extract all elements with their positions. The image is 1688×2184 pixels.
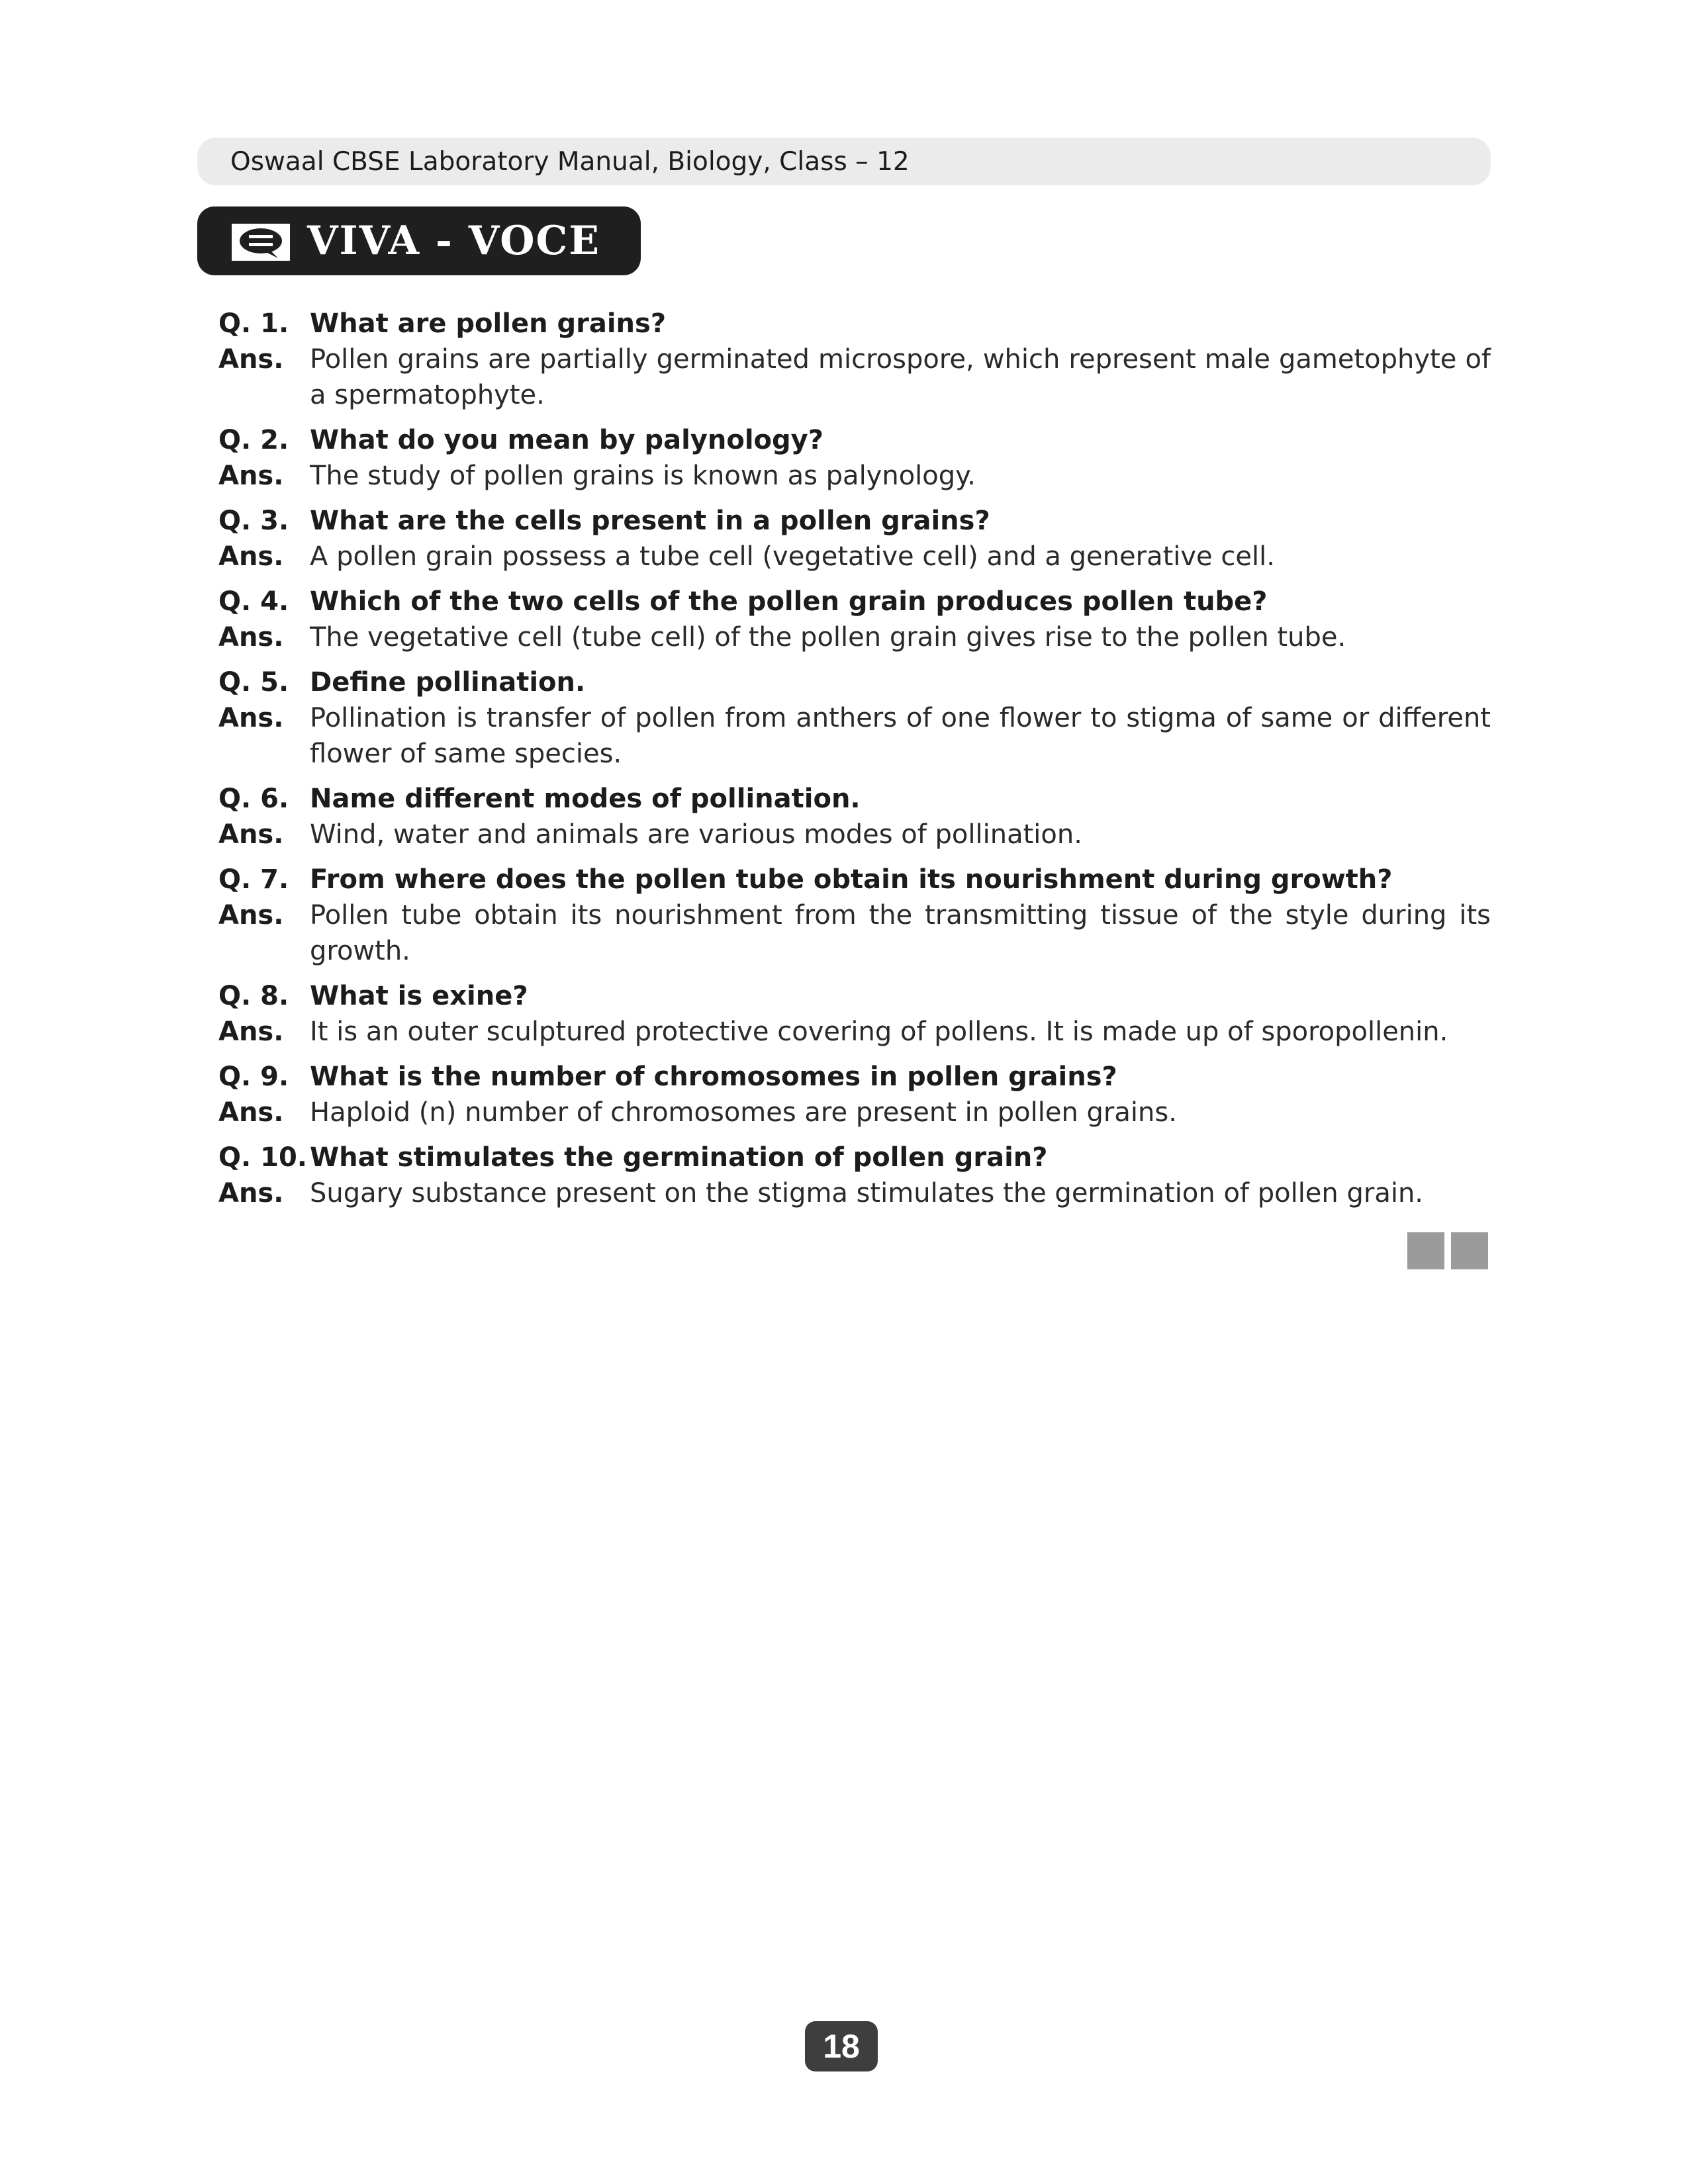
answer-text: Pollen tube obtain its nourishment from the transmitting tissue of the style during its growth. [310, 900, 1491, 966]
answer-label: Ans. [218, 461, 284, 491]
qa-item [218, 1140, 1491, 1211]
answer-text: A pollen grain possess a tube cell (vegetative cell) and a generative cell. [310, 541, 1275, 572]
qa-item [218, 862, 1491, 969]
question-label: Q. 3. [218, 506, 289, 536]
header-title: Oswaal CBSE Laboratory Manual, Biology, Class – 12 [230, 146, 910, 177]
question-row [218, 781, 1491, 817]
question-row [218, 978, 1491, 1014]
answer-row [218, 1014, 1491, 1050]
answer-label: Ans. [218, 541, 284, 572]
answer-row [218, 458, 1491, 494]
end-marker [1407, 1232, 1488, 1269]
qa-item [218, 306, 1491, 413]
speech-bubble-icon [232, 224, 290, 261]
answer-text: Haploid (n) number of chromosomes are present in pollen grains. [310, 1097, 1177, 1128]
answer-text: Wind, water and animals are various modes of pollination. [310, 819, 1082, 850]
section-banner [197, 206, 641, 275]
question-row [218, 503, 1491, 539]
answer-row [218, 341, 1491, 413]
question-row [218, 1059, 1491, 1095]
question-label: Q. 5. [218, 667, 289, 698]
answer-label: Ans. [218, 1097, 284, 1128]
qa-item [218, 503, 1491, 574]
answer-row [218, 1175, 1491, 1211]
answer-text: The vegetative cell (tube cell) of the pollen grain gives rise to the pollen tube. [310, 622, 1346, 653]
qa-item [218, 422, 1491, 494]
qa-item [218, 584, 1491, 655]
answer-text: It is an outer sculptured protective covering of pollens. It is made up of sporopollenin. [310, 1017, 1448, 1047]
question-label: Q. 7. [218, 864, 289, 895]
question-text: What are pollen grains? [310, 308, 667, 339]
section-title: VIVA - VOCE [307, 218, 600, 264]
answer-row [218, 700, 1491, 772]
answer-row [218, 897, 1491, 969]
qa-item [218, 781, 1491, 852]
answer-row [218, 817, 1491, 852]
answer-label: Ans. [218, 1017, 284, 1047]
answer-row [218, 619, 1491, 655]
question-row [218, 862, 1491, 897]
answer-label: Ans. [218, 1178, 284, 1208]
question-text: Which of the two cells of the pollen grain produces pollen tube? [310, 586, 1268, 617]
question-label: Q. 2. [218, 425, 289, 455]
qa-item [218, 1059, 1491, 1130]
question-text: What stimulates the germination of pollen grain? [310, 1142, 1048, 1173]
question-text: From where does the pollen tube obtain its nourishment during growth? [310, 864, 1393, 895]
answer-label: Ans. [218, 900, 284, 931]
question-text: What are the cells present in a pollen grains? [310, 506, 990, 536]
qa-item [218, 978, 1491, 1050]
question-label: Q. 4. [218, 586, 289, 617]
decorative-square [1407, 1232, 1444, 1269]
question-label: Q. 9. [218, 1062, 289, 1092]
page-number: 18 [823, 2028, 860, 2065]
answer-label: Ans. [218, 344, 284, 375]
answer-text: Pollination is transfer of pollen from anthers of one flower to stigma of same or different flower of same species. [310, 703, 1491, 769]
answer-text: Sugary substance present on the stigma stimulates the germination of pollen grain. [310, 1178, 1424, 1208]
running-header [197, 138, 1491, 185]
qa-item [218, 664, 1491, 772]
answer-text: Pollen grains are partially germinated microspore, which represent male gametophyte of a spermatophyte. [310, 344, 1491, 410]
answer-row [218, 539, 1491, 574]
answer-label: Ans. [218, 622, 284, 653]
question-row [218, 664, 1491, 700]
question-label: Q. 8. [218, 981, 289, 1011]
question-text: Name different modes of pollination. [310, 784, 861, 814]
answer-label: Ans. [218, 703, 284, 733]
decorative-square [1451, 1232, 1488, 1269]
page-number-box [805, 2021, 878, 2071]
qa-list [218, 306, 1491, 1220]
question-label: Q. 1. [218, 308, 289, 339]
question-label: Q. 10. [218, 1142, 307, 1173]
question-text: What is exine? [310, 981, 528, 1011]
answer-text: The study of pollen grains is known as palynology. [310, 461, 976, 491]
question-label: Q. 6. [218, 784, 289, 814]
answer-row [218, 1095, 1491, 1130]
question-row [218, 306, 1491, 341]
answer-label: Ans. [218, 819, 284, 850]
question-row [218, 1140, 1491, 1175]
question-row [218, 422, 1491, 458]
question-row [218, 584, 1491, 619]
question-text: What is the number of chromosomes in pollen grains? [310, 1062, 1117, 1092]
question-text: What do you mean by palynology? [310, 425, 823, 455]
question-text: Define pollination. [310, 667, 586, 698]
